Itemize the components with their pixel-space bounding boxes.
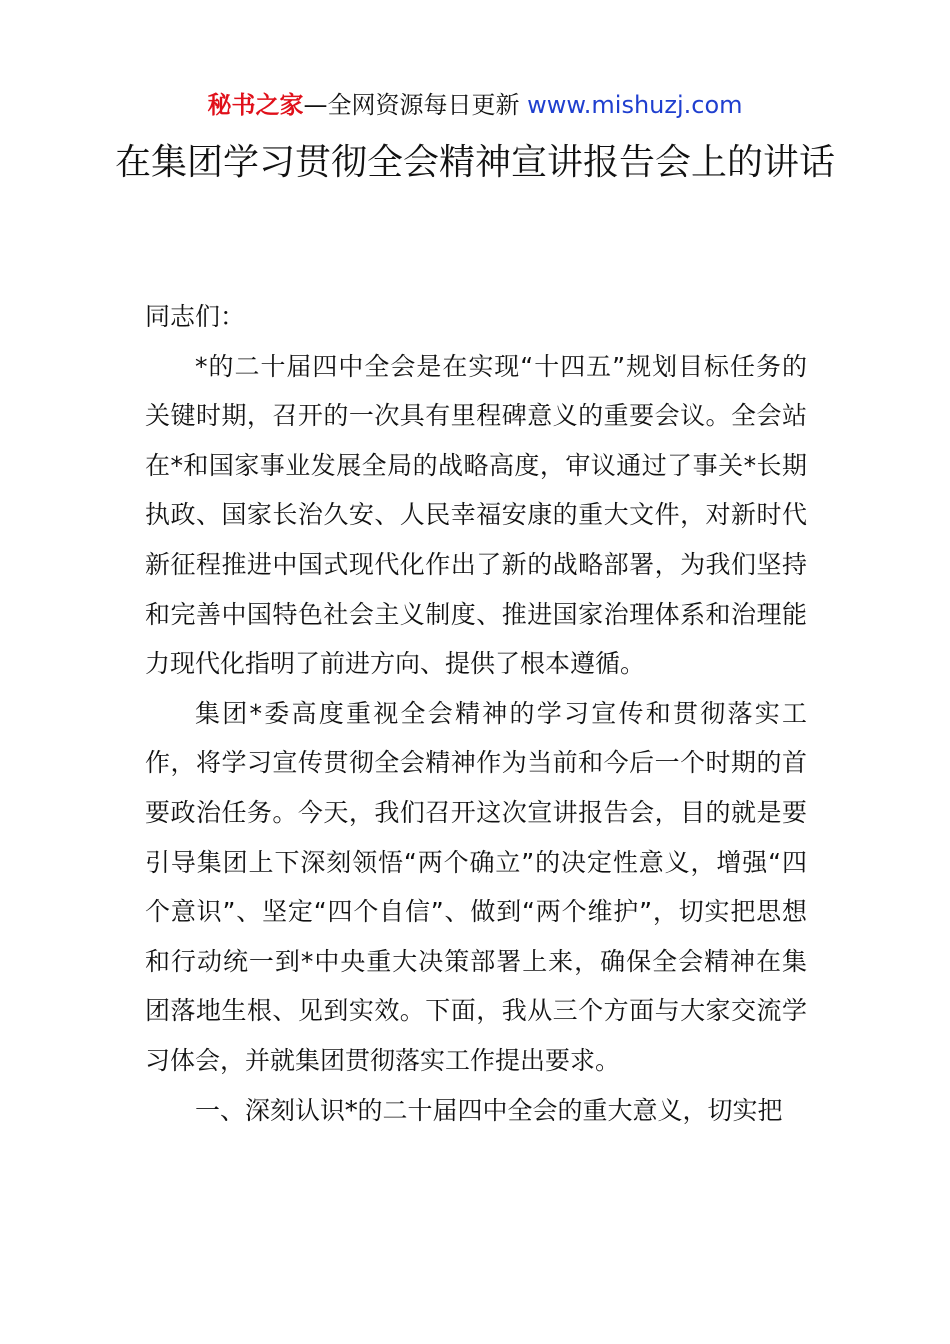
document-body bbox=[145, 292, 807, 1135]
document-title: 在集团学习贯彻全会精神宣讲报告会上的讲话 bbox=[114, 142, 835, 183]
section-heading-1: 一、深刻认识*的二十届四中全会的重大意义，切实把 bbox=[195, 1095, 783, 1125]
paragraph-2: 集团*委高度重视全会精神的学习宣传和贯彻落实工作，将学习宣传贯彻全会精神作为当前和今后一个时期的首要政治任务。今天，我们召开这次宣讲报告会，目的就是要引导集团上下深刻领悟“两个确立”的决定性意义，增强“四个意识”、坚定“四个自信”、做到“两个维护”，切实把思想和行动统一到*中央重大决策部署上来，确保全会精神在集团落地生根、见到实效。下面，我从三个方面与大家交流学习体会，并就集团贯彻落实工作提出要求。 bbox=[145, 698, 807, 1075]
site-header bbox=[0, 88, 950, 122]
site-tagline: —全网资源每日更新 bbox=[303, 91, 520, 119]
paragraph-1: *的二十届四中全会是在实现“十四五”规划目标任务的关键时期，召开的一次具有里程碑意义的重要会议。全会站在*和国家事业发展全局的战略高度，审议通过了事关*长期执政、国家长治久安、人民幸福安康的重大文件，对新时代新征程推进中国式现代化作出了新的战略部署，为我们坚持和完善中国特色社会主义制度、推进国家治理体系和治理能力现代化指明了前进方向、提供了根本遵循。 bbox=[145, 351, 807, 679]
salutation: 同志们： bbox=[145, 302, 246, 331]
site-url-link[interactable]: www.mishuzj.com bbox=[527, 91, 743, 119]
site-brand: 秘书之家 bbox=[207, 91, 304, 119]
